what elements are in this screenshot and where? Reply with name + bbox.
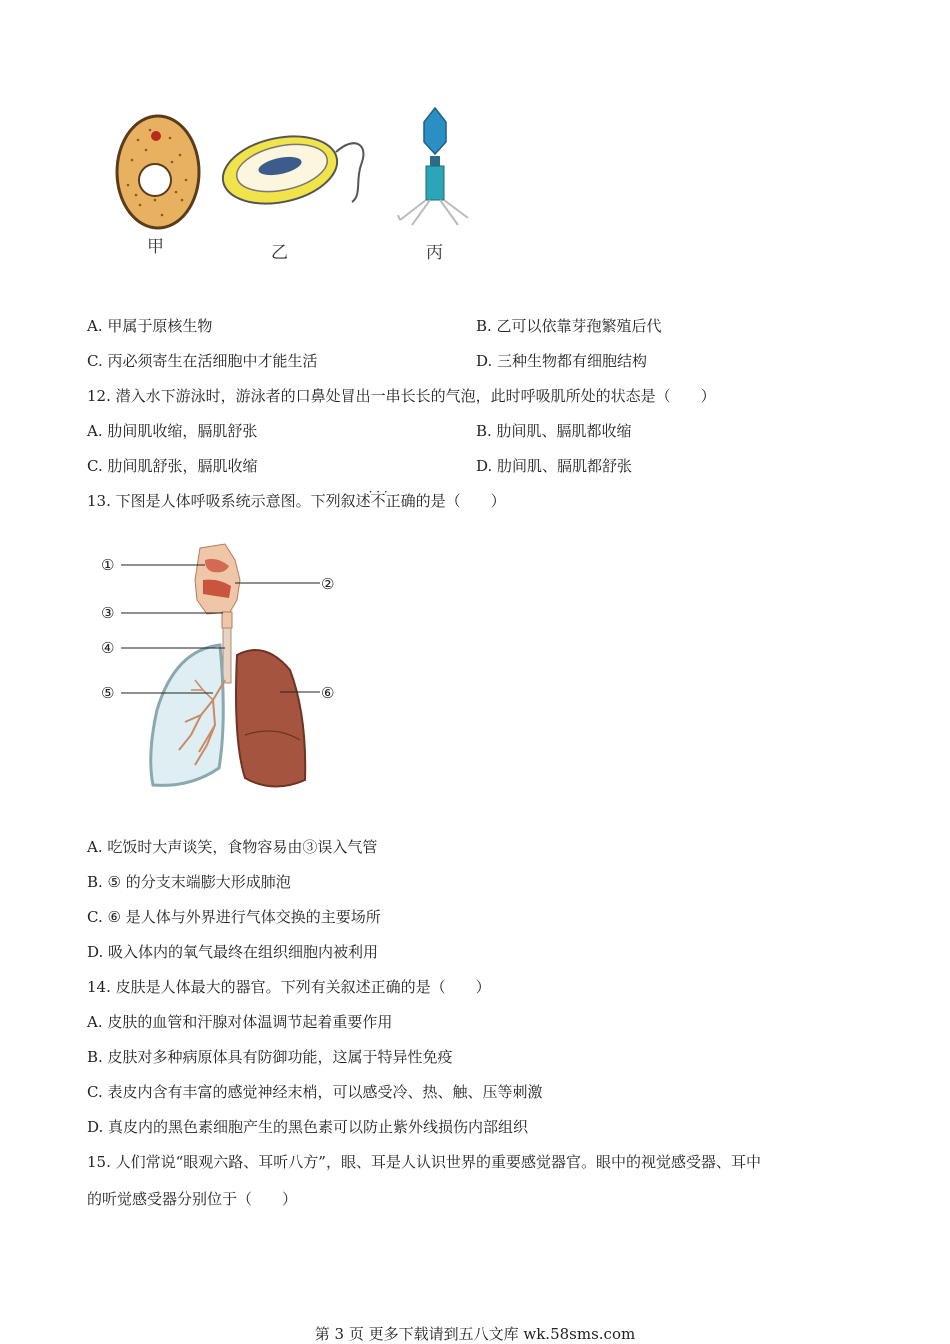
- q13-stem: [87, 491, 506, 511]
- q11-option-c[interactable]: C. 丙必须寄生在活细胞中才能生活: [87, 352, 318, 370]
- q14-option-b[interactable]: B. 皮肤对多种病原体具有防御功能，这属于特异性免疫: [87, 1048, 453, 1066]
- q11-option-a[interactable]: A. 甲属于原核生物: [87, 317, 213, 335]
- diagram-label-1: ①: [101, 556, 115, 574]
- q11-option-b[interactable]: B. 乙可以依靠芽孢繁殖后代: [476, 317, 662, 335]
- diagram-label-2: ②: [321, 575, 335, 593]
- figure-label-jia: 甲: [147, 237, 164, 257]
- q15-stem-line1: 15. 人们常说“眼观六路、耳听八方”，眼、耳是人认识世界的重要感觉器官。眼中的视觉感受器、耳中: [87, 1153, 761, 1171]
- diagram-label-5: ⑤: [101, 684, 115, 702]
- q13-option-b[interactable]: B. ⑤ 的分支末端膨大形成肺泡: [87, 873, 291, 891]
- q12-stem: 12. 潜入水下游泳时，游泳者的口鼻处冒出一串长长的气泡，此时呼吸肌所处的状态是（ ）: [87, 387, 716, 405]
- q14-option-a[interactable]: A. 皮肤的血管和汗腺对体温调节起着重要作用: [87, 1013, 393, 1031]
- q15-stem-line2: 的听觉感受器分别位于（ ）: [87, 1190, 298, 1208]
- q13-stem-emphasis: · · · 不正确: [371, 492, 416, 510]
- nasal-cavity-shape: [195, 544, 240, 628]
- q12-option-c[interactable]: C. 肋间肌舒张，膈肌收缩: [87, 457, 258, 475]
- q13-option-c[interactable]: C. ⑥ 是人体与外界进行气体交换的主要场所: [87, 908, 381, 926]
- diagram-label-4: ④: [101, 639, 115, 657]
- diagram-label-3: ③: [101, 604, 115, 622]
- page-footer: 第 3 页 更多下载请到五八文库 wk.58sms.com: [314, 1325, 636, 1343]
- bacterium-icon: [217, 127, 364, 214]
- q13-option-a[interactable]: A. 吃饭时大声谈笑，食物容易由③误入气管: [87, 838, 378, 856]
- q13-stem-after: 的是（ ）: [415, 492, 506, 510]
- yeast-cell-icon: [117, 116, 199, 228]
- q14-option-c[interactable]: C. 表皮内含有丰富的感觉神经末梢，可以感受冷、热、触、压等刺激: [87, 1083, 543, 1101]
- figure-label-yi: 乙: [271, 243, 288, 263]
- respiratory-system-diagram: [95, 540, 355, 800]
- bacteriophage-icon: [398, 108, 468, 225]
- q13-stem-before: 13. 下图是人体呼吸系统示意图。下列叙述: [87, 492, 371, 510]
- q12-option-a[interactable]: A. 肋间肌收缩，膈肌舒张: [87, 422, 258, 440]
- q11-option-d[interactable]: D. 三种生物都有细胞结构: [476, 352, 648, 370]
- q12-option-d[interactable]: D. 肋间肌、膈肌都舒张: [476, 457, 633, 475]
- left-lung-bronchi-shape: [151, 645, 225, 785]
- q14-stem: 14. 皮肤是人体最大的器官。下列有关叙述正确的是（ ）: [87, 978, 491, 996]
- q12-option-b[interactable]: B. 肋间肌、膈肌都收缩: [476, 422, 632, 440]
- right-lung-shape: [236, 650, 305, 787]
- figure-label-bing: 丙: [426, 243, 443, 263]
- diagram-label-6: ⑥: [321, 684, 335, 702]
- q14-option-d[interactable]: D. 真皮内的黑色素细胞产生的黑色素可以防止紫外线损伤内部组织: [87, 1118, 529, 1136]
- q13-option-d[interactable]: D. 吸入体内的氧气最终在组织细胞内被利用: [87, 943, 379, 961]
- trachea-shape: [223, 628, 231, 683]
